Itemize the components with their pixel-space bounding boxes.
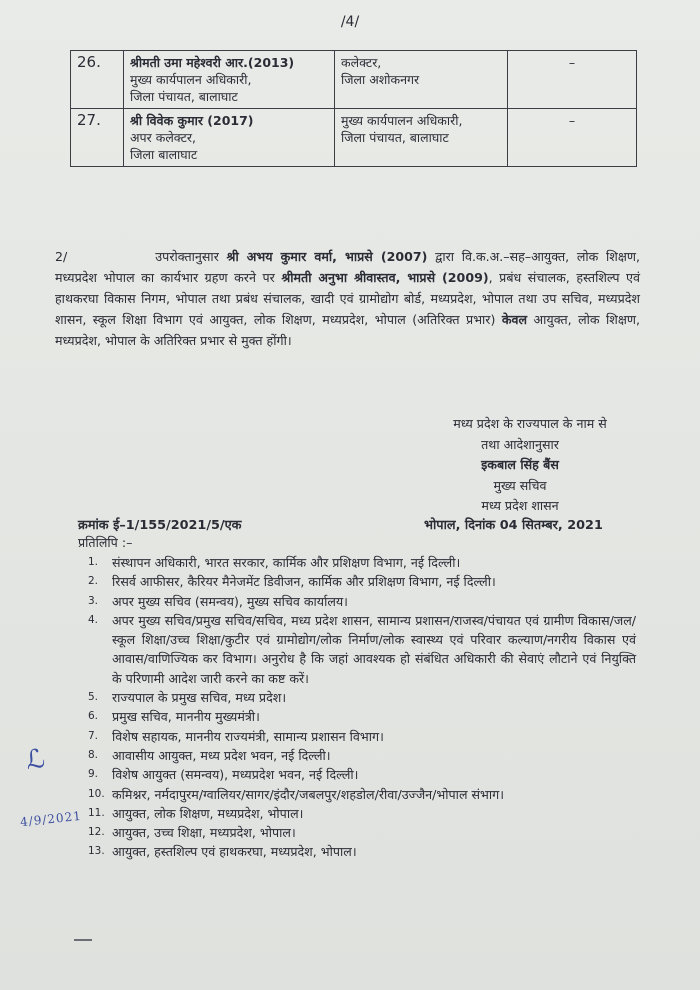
posting-table xyxy=(70,50,637,167)
signature-line: मध्य प्रदेश के राज्यपाल के नाम से xyxy=(453,416,607,431)
item-number: 3. xyxy=(88,594,99,607)
item-text: संस्थापन अधिकारी, भारत सरकार, कार्मिक और प्रशिक्षण विभाग, नई दिल्ली। xyxy=(112,555,461,570)
new-posting-line: कलेक्टर, xyxy=(341,55,382,70)
new-posting-cell xyxy=(335,109,508,167)
item-text: आयुक्त, उच्च शिक्षा, मध्यप्रदेश, भोपाल। xyxy=(112,825,296,841)
list-item xyxy=(88,611,636,688)
list-item xyxy=(88,746,636,765)
item-number: 11. xyxy=(88,806,105,819)
list-item xyxy=(88,553,636,572)
list-item xyxy=(88,785,636,804)
item-number: 2. xyxy=(88,575,99,588)
list-item xyxy=(88,592,636,611)
officer-name-cell xyxy=(124,51,335,109)
signatory-name: इकबाल सिंह बैंस xyxy=(481,457,559,472)
paragraph-text: उपरोक्तानुसार xyxy=(155,249,227,264)
item-text: प्रमुख सचिव, माननीय मुख्यमंत्री। xyxy=(112,709,260,725)
new-posting-cell xyxy=(335,51,508,109)
item-number: 1. xyxy=(88,556,99,568)
item-number: 9. xyxy=(88,768,99,781)
handwritten-date: 4/9/2021 xyxy=(19,808,83,830)
page-number: /4/ xyxy=(340,14,360,30)
item-text: राज्यपाल के प्रमुख सचिव, मध्य प्रदेश। xyxy=(112,690,287,706)
list-item xyxy=(88,688,636,707)
item-number: 13. xyxy=(88,845,105,858)
item-text: विशेष सहायक, माननीय राज्यमंत्री, सामान्य प्रशासन विभाग। xyxy=(112,728,384,744)
paragraph-text: द्वारा वि.क.अ.–सह–आयुक्त, लोक शिक्षण, मध्यप्रदेश भोपाल का कार्यभार ग्रहण करने पर xyxy=(55,249,640,285)
list-item xyxy=(88,707,636,726)
new-posting-line: जिला पंचायत, बालाघाट xyxy=(341,130,449,145)
item-number: 10. xyxy=(88,787,105,800)
officer-name-cell xyxy=(124,109,335,167)
item-number: 6. xyxy=(88,710,99,723)
item-text: रिसर्व आफीसर, कैरियर मैनेजमेंट डिवीजन, कार्मिक और प्रशिक्षण विभाग, नई दिल्ली। xyxy=(112,574,496,590)
signatory-office: मध्य प्रदेश शासन xyxy=(481,498,559,513)
serial-number: 26. xyxy=(71,51,124,109)
copy-label: प्रतिलिपि :– xyxy=(78,535,133,550)
paragraph-label: 2/ xyxy=(55,249,68,264)
serial-number: 27. xyxy=(71,109,124,167)
officer-name: श्रीमती उमा महेश्वरी आर.(2013) xyxy=(130,55,295,70)
paragraph-text: आयुक्त, लोक शिक्षण, मध्यप्रदेश, भोपाल के अतिरिक्त प्रभार से मुक्त होंगी। xyxy=(55,312,640,348)
item-text: कमिश्नर, नर्मदापुरम/ग्वालियर/सागर/इंदौर/जबलपुर/शहडोल/रीवा/उज्जैन/भोपाल संभाग। xyxy=(112,786,504,802)
current-post-line: मुख्य कार्यपालन अधिकारी, xyxy=(130,72,252,87)
emphasis-word: केवल xyxy=(501,312,528,327)
footer-mark xyxy=(74,939,92,941)
place-date: भोपाल, दिनांक 04 सितम्बर, 2021 xyxy=(424,518,603,533)
list-item xyxy=(88,572,636,591)
handwritten-initial: ℒ xyxy=(24,743,47,777)
list-item xyxy=(88,765,636,784)
item-number: 4. xyxy=(88,613,99,626)
list-item xyxy=(88,727,636,746)
current-post-line: जिला बालाघाट xyxy=(130,147,198,162)
order-paragraph xyxy=(55,246,640,351)
item-text: आवासीय आयुक्त, मध्य प्रदेश भवन, नई दिल्ली। xyxy=(112,747,331,763)
item-number: 8. xyxy=(88,748,99,761)
item-text: आयुक्त, लोक शिक्षण, मध्यप्रदेश, भोपाल। xyxy=(112,805,304,821)
officer-name-bold: श्रीमती अनुभा श्रीवास्तव, भाप्रसे (2009) xyxy=(281,270,489,285)
item-text: अपर मुख्य सचिव/प्रमुख सचिव/सचिव, मध्य प्रदेश शासन, सामान्य प्रशासन/राजस्व/पंचायत एवं ग्रामीण विकास/जल/स्कूल शिक्षा/उच्च शिक्षा/कुटीर एवं ग्रामोद्योग/लोक निर्माण/लोक स्वास्थ्य एवं परिवार कल्याण/नगरीय विकास एवं आवास/वाणिज्यिक कर विभाग। अनुरोध है कि जहां आवश्यक हो संबंधित अधिकारी की सेवाएं लौटाने एवं नियुक्ति के परिणामी आदेश जारी करने का कष्ट करें। xyxy=(112,612,636,686)
item-text: अपर मुख्य सचिव (समन्वय), मुख्य सचिव कार्यालय। xyxy=(112,593,348,609)
item-text: आयुक्त, हस्तशिल्प एवं हाथकरघा, मध्यप्रदेश, भोपाल। xyxy=(112,844,357,860)
new-posting-line: जिला अशोकनगर xyxy=(341,72,420,87)
remark-cell: – xyxy=(508,51,637,109)
item-number: 5. xyxy=(88,691,99,704)
current-post-line: जिला पंचायत, बालाघाट xyxy=(130,89,238,104)
order-number: क्रमांक ई–1/155/2021/5/एक xyxy=(78,518,242,533)
officer-name: श्री विवेक कुमार (2017) xyxy=(130,113,254,128)
list-item xyxy=(88,823,636,842)
item-number: 12. xyxy=(88,826,105,839)
signatory-designation: मुख्य सचिव xyxy=(493,477,547,493)
new-posting-line: मुख्य कार्यपालन अधिकारी, xyxy=(341,113,463,128)
paragraph-text: , प्रबंध संचालक, हस्तशिल्प एवं हाथकरघा विकास निगम, भोपाल तथा प्रबंध संचालक, खादी एवं ग्रामोद्योग बोर्ड, मध्यप्रदेश, भोपाल तथा उप सचिव, मध्यप्रदेश शासन, स्कूल शिक्षा विभाग एवं आयुक्त, लोक शिक्षण, मध्यप्रदेश, भोपाल (अतिरिक्त प्रभार) xyxy=(55,270,641,327)
table-row xyxy=(71,51,637,109)
signature-line: तथा आदेशानुसार xyxy=(481,436,559,452)
signature-block xyxy=(390,414,650,517)
item-number: 7. xyxy=(88,729,99,742)
list-item xyxy=(88,804,636,823)
remark-cell: – xyxy=(508,109,637,167)
list-item xyxy=(88,842,636,861)
table-row xyxy=(71,109,637,167)
item-text: विशेष आयुक्त (समन्वय), मध्यप्रदेश भवन, नई दिल्ली। xyxy=(112,767,359,783)
officer-name-bold: श्री अभय कुमार वर्मा, भाप्रसे (2007) xyxy=(226,249,428,264)
copy-list xyxy=(88,553,636,862)
current-post-line: अपर कलेक्टर, xyxy=(130,130,197,145)
